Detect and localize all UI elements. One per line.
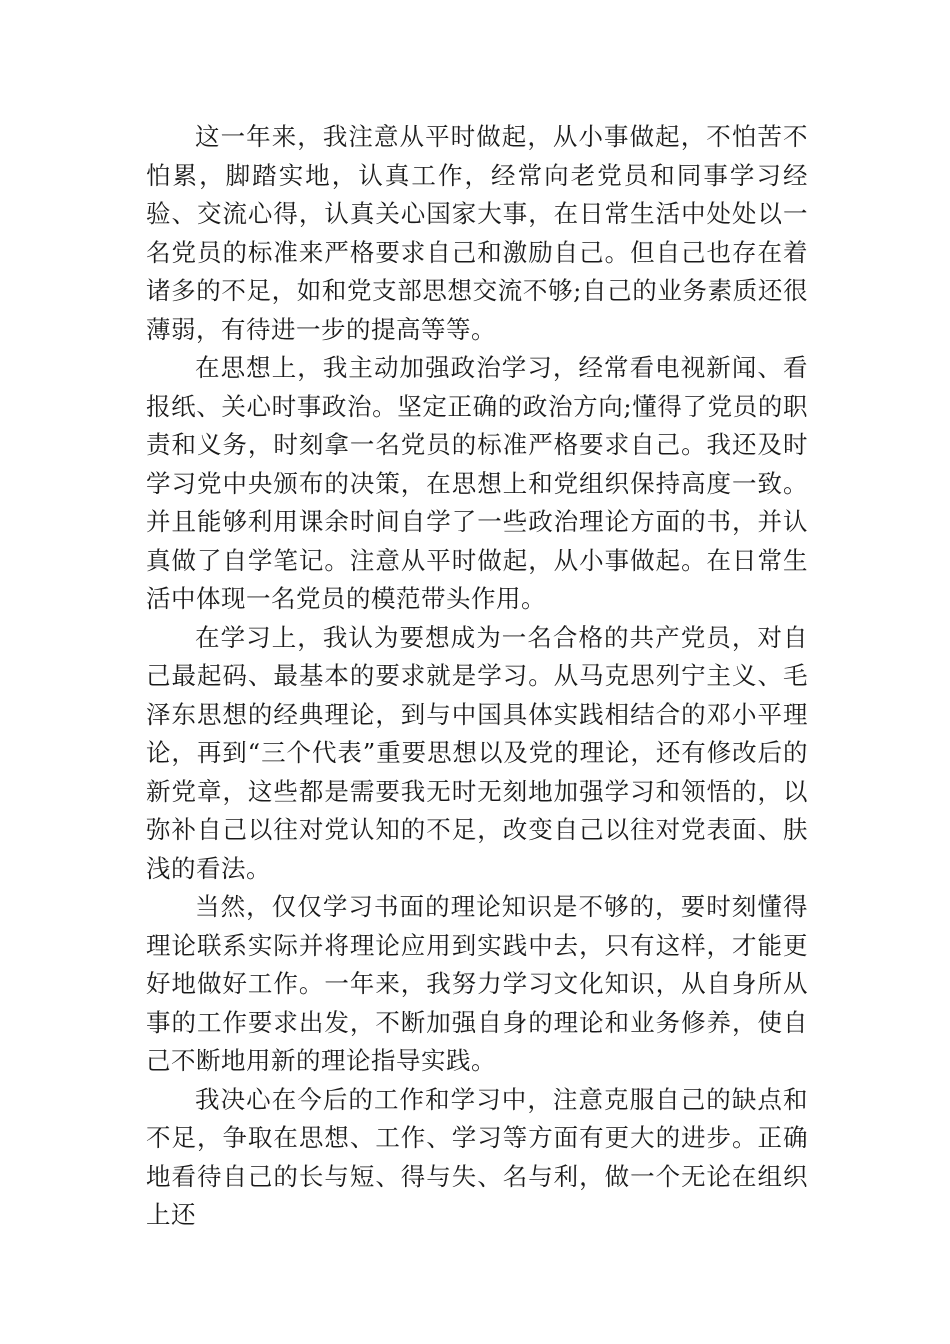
paragraph-4: 当然，仅仅学习书面的理论知识是不够的，要时刻懂得理论联系实际并将理论应用到实践中去，只有这样，才能更好地做好工作。一年来，我努力学习文化知识，从自身所从事的工作要求出发，不断加强自身的理论和业务修养，使自己不断地用新的理论指导实践。 [146,892,808,1075]
paragraph-1: 这一年来，我注意从平时做起，从小事做起，不怕苦不怕累，脚踏实地，认真工作，经常向老党员和同事学习经验、交流心得，认真关心国家大事，在日常生活中处处以一名党员的标准来严格要求自己和激励自己。但自己也存在着诸多的不足，如和党支部思想交流不够;自己的业务素质还很薄弱，有待进一步的提高等等。 [146,122,808,344]
paragraph-3: 在学习上，我认为要想成为一名合格的共产党员，对自己最起码、最基本的要求就是学习。从马克思列宁主义、毛泽东思想的经典理论，到与中国具体实践相结合的邓小平理论，再到“三个代表”重要思想以及党的理论，还有修改后的新党章，这些都是需要我无时无刻地加强学习和领悟的，以弥补自己以往对党认知的不足，改变自己以往对党表面、肤浅的看法。 [146,622,808,883]
paragraph-2: 在思想上，我主动加强政治学习，经常看电视新闻、看报纸、关心时事政治。坚定正确的政治方向;懂得了党员的职责和义务，时刻拿一名党员的标准严格要求自己。我还及时学习党中央颁布的决策，在思想上和党组织保持高度一致。并且能够利用课余时间自学了一些政治理论方面的书，并认真做了自学笔记。注意从平时做起，从小事做起。在日常生活中体现一名党员的模范带头作用。 [146,353,808,613]
document-body [146,118,808,1235]
paragraph-5: 我决心在今后的工作和学习中，注意克服自己的缺点和不足，争取在思想、工作、学习等方面有更大的进步。正确地看待自己的长与短、得与失、名与利，做一个无论在组织上还 [146,1084,808,1229]
